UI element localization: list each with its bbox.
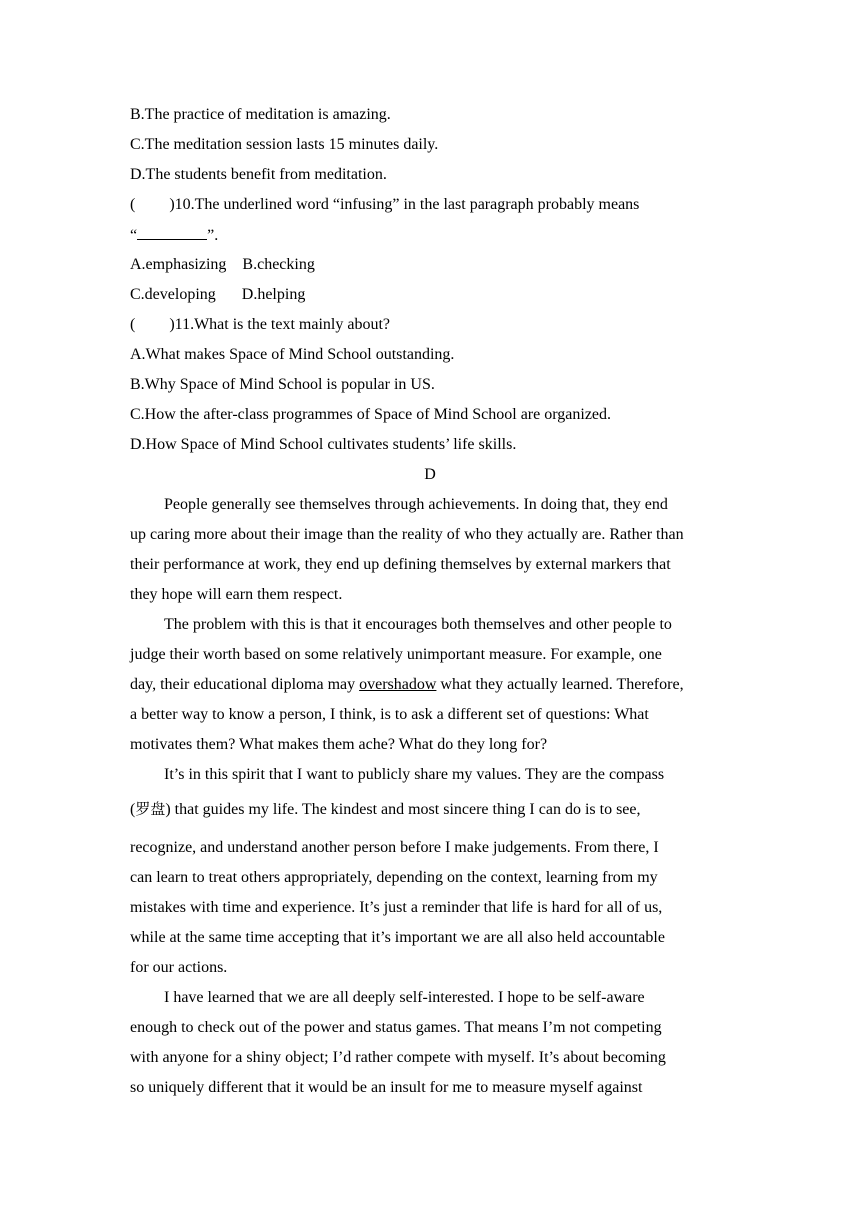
paragraph-3-line [130,799,641,819]
paragraph-1-line: up caring more about their image than the reality of who they actually are. Rather than [130,526,684,543]
paragraph-3-line: for our actions. [130,959,228,976]
q10-open-paren: ( [130,196,136,213]
text-run: day, their educational diploma may [130,676,360,693]
q11-option-b: B.Why Space of Mind School is popular in US. [130,376,435,393]
q10-option-c: C.developing [130,286,216,303]
q10-stem-line [130,195,639,215]
section-heading: D [424,466,436,483]
paragraph-3-line: It’s in this spirit that I want to publicly share my values. They are the compass [164,766,665,783]
paragraph-2-line: motivates them? What makes them ache? What do they long for? [130,736,548,753]
q11-option-d: D.How Space of Mind School cultivates students’ life skills. [130,436,517,453]
q11-stem: )11.What is the text mainly about? [169,316,391,333]
paragraph-4-line: enough to check out of the power and status games. That means I’m not competing [130,1019,662,1036]
paragraph-3-line: recognize, and understand another person before I make judgements. From there, I [130,839,659,856]
text-run: ( [130,801,136,818]
q10-quote-close: ”. [207,227,219,244]
paragraph-4-line: I have learned that we are all deeply self-interested. I hope to be self-aware [164,989,645,1006]
q10-options-row-1 [130,255,315,275]
paragraph-4-line: so uniquely different that it would be an insult for me to measure myself against [130,1079,643,1096]
paragraph-2-line: The problem with this is that it encourages both themselves and other people to [164,616,672,633]
paragraph-3-line: can learn to treat others appropriately, depending on the context, learning from my [130,869,658,886]
paragraph-4-line: with anyone for a shiny object; I’d rather compete with myself. It’s about becoming [130,1049,666,1066]
paragraph-2-line: a better way to know a person, I think, is to ask a different set of questions: What [130,706,649,723]
paragraph-1-line: People generally see themselves through achievements. In doing that, they end [164,496,668,513]
paragraph-3-line: while at the same time accepting that it’s important we are all also held accountable [130,929,665,946]
paragraph-1-line: they hope will earn them respect. [130,586,343,603]
text-run: what they actually learned. Therefore, [436,676,684,693]
q10-option-b: B.checking [242,256,315,273]
paragraph-3-line: mistakes with time and experience. It’s just a reminder that life is hard for all of us, [130,899,663,916]
q9-option-c: C.The meditation session lasts 15 minutes daily. [130,136,439,153]
paragraph-2-line: judge their worth based on some relatively unimportant measure. For example, one [130,646,662,663]
q10-stem: )10.The underlined word “infusing” in the last paragraph probably means [169,196,640,213]
paragraph-2-line [130,675,684,695]
paragraph-1-line: their performance at work, they end up defining themselves by external markers that [130,556,671,573]
q10-blank-line [130,225,218,245]
q11-option-c: C.How the after-class programmes of Space of Mind School are organized. [130,406,612,423]
q10-options-row-2 [130,285,305,305]
q10-quote-open: “ [130,227,138,244]
underlined-word: overshadow [359,676,437,693]
q11-open-paren: ( [130,316,136,333]
chinese-gloss: 罗盘 [135,800,166,818]
q9-option-b: B.The practice of meditation is amazing. [130,106,391,123]
q9-option-d: D.The students benefit from meditation. [130,166,387,183]
text-run: ) that guides my life. The kindest and most sincere thing I can do is to see, [165,801,641,818]
q10-option-a: A.emphasizing [130,256,227,273]
q10-option-d: D.helping [241,286,306,303]
q11-option-a: A.What makes Space of Mind School outstanding. [130,346,455,363]
q11-stem-line [130,315,390,335]
fill-in-blank [137,225,207,240]
